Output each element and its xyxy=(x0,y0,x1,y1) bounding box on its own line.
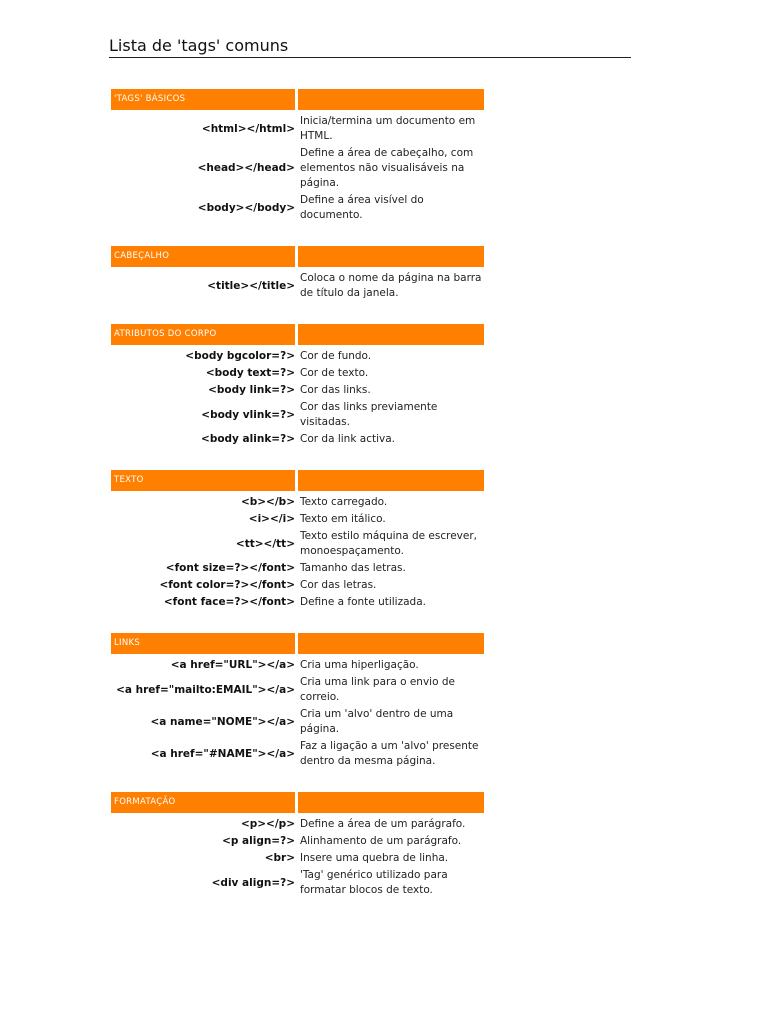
tag-row xyxy=(111,431,484,448)
tag-code: <head></head> xyxy=(197,162,295,174)
tag-description: Texto em itálico. xyxy=(300,513,386,525)
tag-code: <body></body> xyxy=(197,201,295,214)
tag-description: Cria uma hiperligação. xyxy=(300,659,419,671)
tag-row xyxy=(111,560,484,577)
tag-code: <font face=?></font> xyxy=(163,596,295,608)
section-header xyxy=(111,633,484,654)
title-divider xyxy=(109,57,631,58)
section-header xyxy=(111,792,484,813)
tag-description: Texto estilo máquina de escrever, monoespaçamento. xyxy=(300,530,478,557)
tag-row xyxy=(111,192,484,224)
tag-description: Cor das links previamente visitadas. xyxy=(300,401,438,428)
tag-code: <body vlink=?> xyxy=(201,408,295,421)
tag-code: <body link=?> xyxy=(208,384,295,396)
tag-code: <font color=?></font> xyxy=(159,579,295,591)
tag-description: Inicia/termina um documento em HTML. xyxy=(300,115,476,142)
tag-description: Cor da link activa. xyxy=(300,433,395,445)
tag-description: Cor das letras. xyxy=(300,579,377,591)
tag-code: <title></title> xyxy=(207,279,295,292)
section-header xyxy=(111,89,484,110)
page-title: Lista de 'tags' comuns xyxy=(109,36,289,55)
tag-row xyxy=(111,348,484,365)
tag-row xyxy=(111,816,484,833)
tag-row xyxy=(111,528,484,560)
tag-description: Coloca o nome da página na barra de título da janela. xyxy=(300,272,482,299)
tag-code: <p align=?> xyxy=(222,835,295,847)
tag-row xyxy=(111,270,484,302)
tag-description: Cor de fundo. xyxy=(300,350,372,362)
section xyxy=(111,246,484,302)
tag-description: Define a área de cabeçalho, com elementos não visualisáveis na página. xyxy=(300,147,474,189)
section-heading: TEXTO xyxy=(111,470,295,491)
section xyxy=(111,89,484,224)
tag-row xyxy=(111,511,484,528)
tag-code: <b></b> xyxy=(240,496,295,508)
tag-code: <body alink=?> xyxy=(201,433,295,445)
tag-row xyxy=(111,365,484,382)
tag-code: <i></i> xyxy=(248,513,295,525)
tag-row xyxy=(111,706,484,738)
tag-description: Cria uma link para o envio de correio. xyxy=(300,676,455,703)
tag-description: Faz a ligação a um 'alvo' presente dentro da mesma página. xyxy=(300,740,479,767)
tag-code: <font size=?></font> xyxy=(165,562,295,574)
tag-code: <br> xyxy=(264,852,295,864)
tag-description: Define a área de um parágrafo. xyxy=(300,818,466,830)
section-header xyxy=(111,324,484,345)
section-heading: FORMATAÇÃO xyxy=(111,792,295,813)
tag-code: <a href="mailto:EMAIL"></a> xyxy=(116,683,295,696)
tag-row xyxy=(111,657,484,674)
section-header-bar xyxy=(298,89,484,110)
section-header-bar xyxy=(298,246,484,267)
section-header-bar xyxy=(298,792,484,813)
tag-row xyxy=(111,145,484,192)
tag-row xyxy=(111,382,484,399)
section xyxy=(111,633,484,770)
section-header-bar xyxy=(298,633,484,654)
section xyxy=(111,324,484,448)
section xyxy=(111,470,484,611)
tag-code: <a href="#NAME"></a> xyxy=(150,747,295,760)
section-header xyxy=(111,470,484,491)
section-heading: 'TAGS' BÁSICOS xyxy=(111,89,295,110)
section-header-bar xyxy=(298,324,484,345)
tag-row xyxy=(111,494,484,511)
tag-code: <div align=?> xyxy=(211,876,295,889)
tag-row xyxy=(111,850,484,867)
tag-code: <body bgcolor=?> xyxy=(185,350,295,362)
tag-list xyxy=(111,89,484,921)
tag-row xyxy=(111,867,484,899)
tag-code: <body text=?> xyxy=(205,367,295,379)
tag-row xyxy=(111,674,484,706)
section-header xyxy=(111,246,484,267)
section-heading: LINKS xyxy=(111,633,295,654)
tag-row xyxy=(111,833,484,850)
tag-description: Define a fonte utilizada. xyxy=(300,596,426,608)
tag-code: <tt></tt> xyxy=(235,537,295,550)
tag-description: Define a área visível do documento. xyxy=(300,194,424,221)
tag-description: Cor das links. xyxy=(300,384,371,396)
tag-code: <a name="NOME"></a> xyxy=(150,715,295,728)
tag-description: Insere uma quebra de linha. xyxy=(300,852,449,864)
tag-description: Alinhamento de um parágrafo. xyxy=(300,835,462,847)
tag-row xyxy=(111,113,484,145)
tag-row xyxy=(111,594,484,611)
tag-code: <p></p> xyxy=(240,818,295,830)
section-heading: CABEÇALHO xyxy=(111,246,295,267)
tag-row xyxy=(111,399,484,431)
tag-row xyxy=(111,577,484,594)
section-header-bar xyxy=(298,470,484,491)
tag-code: <a href="URL"></a> xyxy=(170,659,295,671)
tag-description: Texto carregado. xyxy=(300,496,388,508)
tag-description: Tamanho das letras. xyxy=(300,562,406,574)
tag-description: 'Tag' genérico utilizado para formatar blocos de texto. xyxy=(300,869,448,896)
section-heading: ATRIBUTOS DO CORPO xyxy=(111,324,295,345)
tag-description: Cria um 'alvo' dentro de uma página. xyxy=(300,708,454,735)
tag-code: <html></html> xyxy=(201,122,295,135)
section xyxy=(111,792,484,899)
tag-description: Cor de texto. xyxy=(300,367,369,379)
tag-row xyxy=(111,738,484,770)
